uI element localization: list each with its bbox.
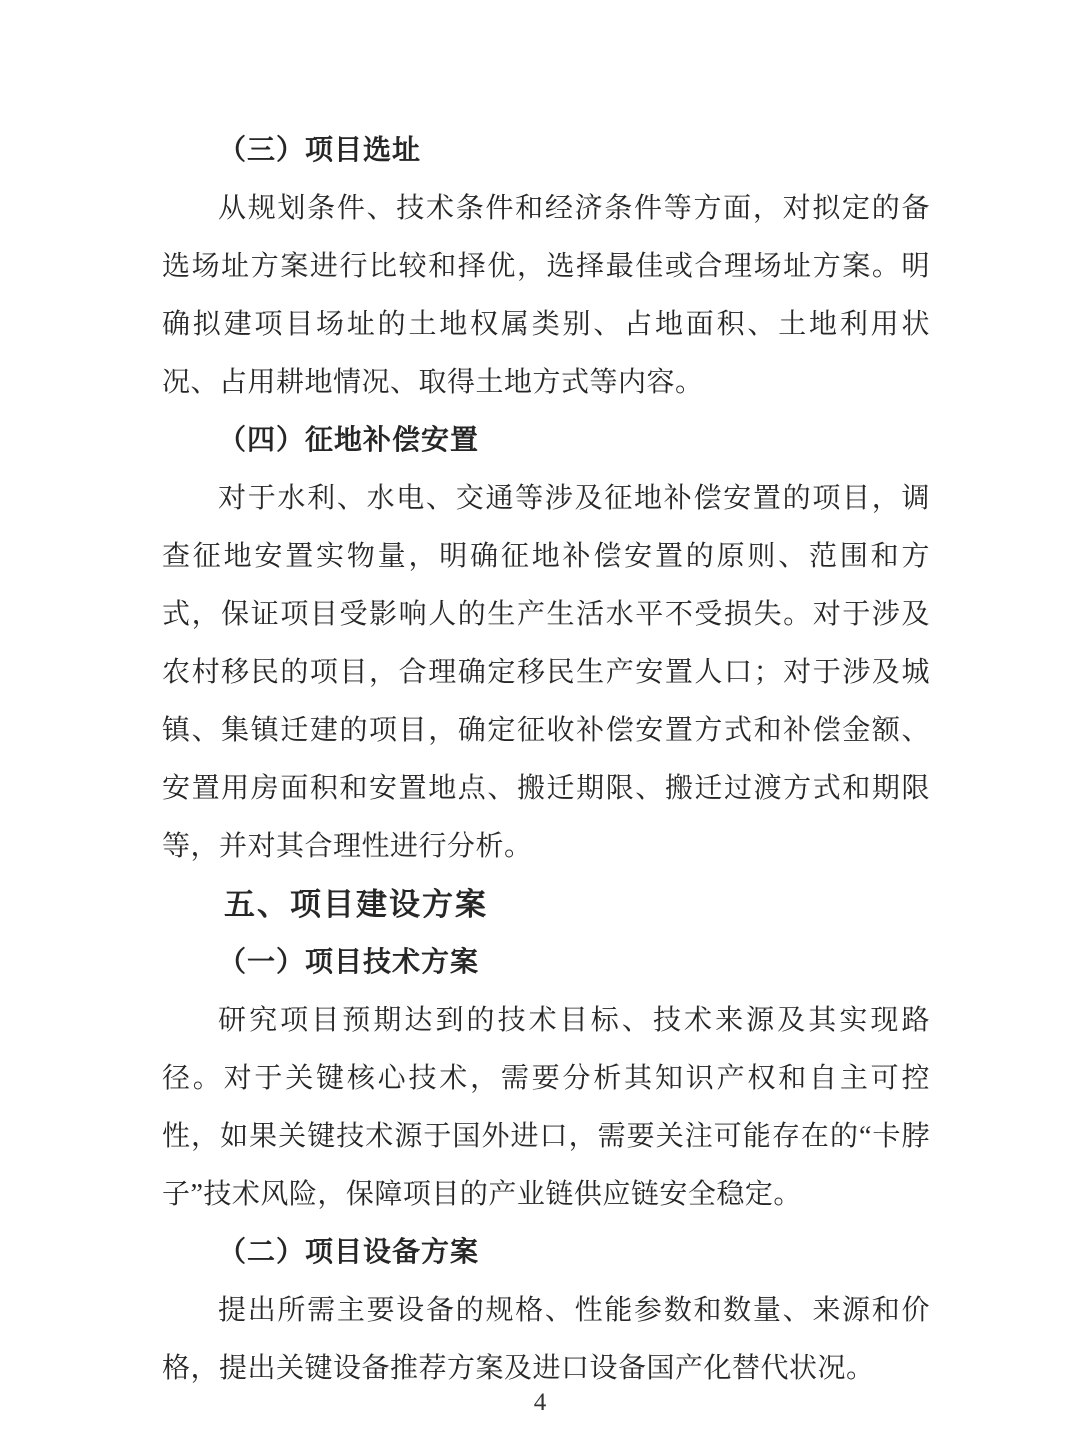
paragraph-land-compensation-body: 对于水利、水电、交通等涉及征地补偿安置的项目，调查征地安置实物量，明确征地补偿安置的原则、范围和方式，保证项目受影响人的生产生活水平不受损失。对于涉及农村移民的项目，合理确定移民生产安置人口；对于涉及城镇、集镇迁建的项目，确定征收补偿安置方式和补偿金额、安置用房面积和安置地点、搬迁期限、搬迁过渡方式和期限等，并对其合理性进行分析。 — [162, 483, 930, 862]
page-number: 4 — [533, 1389, 547, 1416]
section-heading-land-compensation: （四）征地补偿安置 — [218, 425, 480, 456]
section-heading-project-site-selection: （三）项目选址 — [218, 135, 422, 166]
paragraph-technical-plan-body: 研究项目预期达到的技术目标、技术来源及其实现路径。对于关键核心技术，需要分析其知识产权和自主可控性，如果关键技术源于国外进口，需要关注可能存在的“卡脖子”技术风险，保障项目的产业链供应链安全稳定。 — [162, 1005, 930, 1210]
paragraph-site-selection-body: 从规划条件、技术条件和经济条件等方面，对拟定的备选场址方案进行比较和择优，选择最佳或合理场址方案。明确拟建项目场址的土地权属类别、占地面积、土地利用状况、占用耕地情况、取得土地方式等内容。 — [162, 193, 930, 398]
section-heading-equipment-plan: （二）项目设备方案 — [218, 1237, 480, 1268]
paragraph-equipment-plan-body: 提出所需主要设备的规格、性能参数和数量、来源和价格，提出关键设备推荐方案及进口设备国产化替代状况。 — [162, 1295, 930, 1384]
section-heading-technical-plan: （一）项目技术方案 — [218, 947, 480, 978]
chapter-heading-construction-plan: 五、项目建设方案 — [224, 887, 488, 922]
